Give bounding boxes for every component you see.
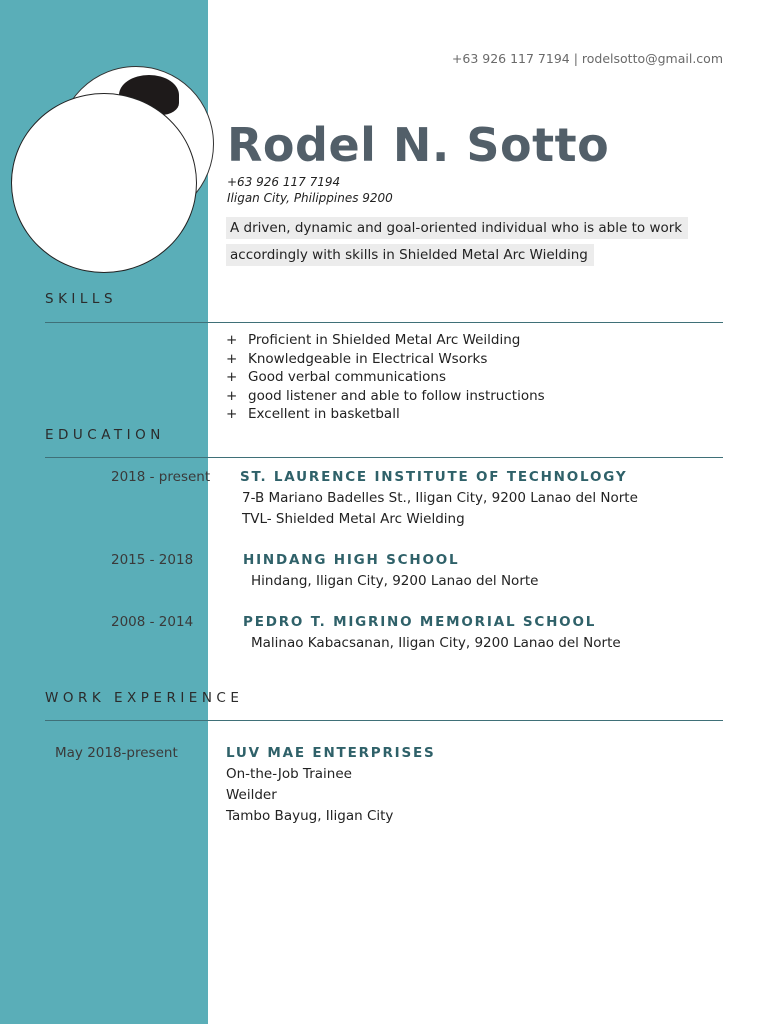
school-program: TVL- Shielded Metal Arc Wielding — [242, 511, 465, 527]
company-name: LUV MAE ENTERPRISES — [226, 745, 436, 761]
list-item: + Excellent in basketball — [226, 406, 400, 423]
candidate-name: Rodel N. Sotto — [227, 118, 610, 172]
education-date: 2015 - 2018 — [111, 552, 194, 568]
skills-divider — [45, 322, 723, 323]
work-date: May 2018-present — [55, 745, 178, 761]
work-position: Weilder — [226, 787, 277, 803]
school-name: PEDRO T. MIGRINO MEMORIAL SCHOOL — [243, 614, 597, 630]
school-name: ST. LAURENCE INSTITUTE OF TECHNOLOGY — [240, 469, 628, 485]
school-address: 7-B Mariano Badelles St., Iligan City, 9200 Lanao del Norte — [242, 490, 638, 506]
plus-icon: + — [226, 369, 238, 386]
skills-list — [226, 331, 545, 424]
contact-line: +63 926 117 7194 | rodelsotto@gmail.com — [451, 51, 723, 66]
plus-icon: + — [226, 406, 238, 423]
skills-heading: SKILLS — [45, 291, 118, 307]
school-address: Malinao Kabacsanan, Iligan City, 9200 Lanao del Norte — [251, 635, 621, 651]
work-heading: WORK EXPERIENCE — [45, 690, 244, 706]
education-date: 2018 - present — [111, 469, 211, 485]
phone-number: +63 926 117 7194 — [227, 175, 341, 189]
work-role: On-the-Job Trainee — [226, 766, 352, 782]
list-item: + Proficient in Shielded Metal Arc Weilding — [226, 332, 521, 348]
summary-text: A driven, dynamic and goal-oriented individual who is able to work accordingly with skills in Shielded Metal Arc Wielding — [226, 217, 688, 266]
plus-icon: + — [226, 387, 238, 404]
photo-overlay-circle — [11, 93, 197, 273]
list-item: + good listener and able to follow instructions — [226, 387, 545, 404]
education-date: 2008 - 2014 — [111, 614, 194, 630]
summary — [226, 215, 716, 269]
address: Iligan City, Philippines 9200 — [227, 191, 393, 205]
work-location: Tambo Bayug, Iligan City — [226, 808, 394, 824]
education-divider — [45, 457, 723, 458]
plus-icon: + — [226, 332, 238, 348]
school-address: Hindang, Iligan City, 9200 Lanao del Norte — [251, 573, 539, 589]
education-heading: EDUCATION — [45, 427, 165, 443]
plus-icon: + — [226, 350, 238, 367]
list-item: + Good verbal communications — [226, 369, 447, 386]
work-divider — [45, 720, 723, 721]
list-item: + Knowledgeable in Electrical Wsorks — [226, 350, 488, 367]
school-name: HINDANG HIGH SCHOOL — [243, 552, 460, 568]
